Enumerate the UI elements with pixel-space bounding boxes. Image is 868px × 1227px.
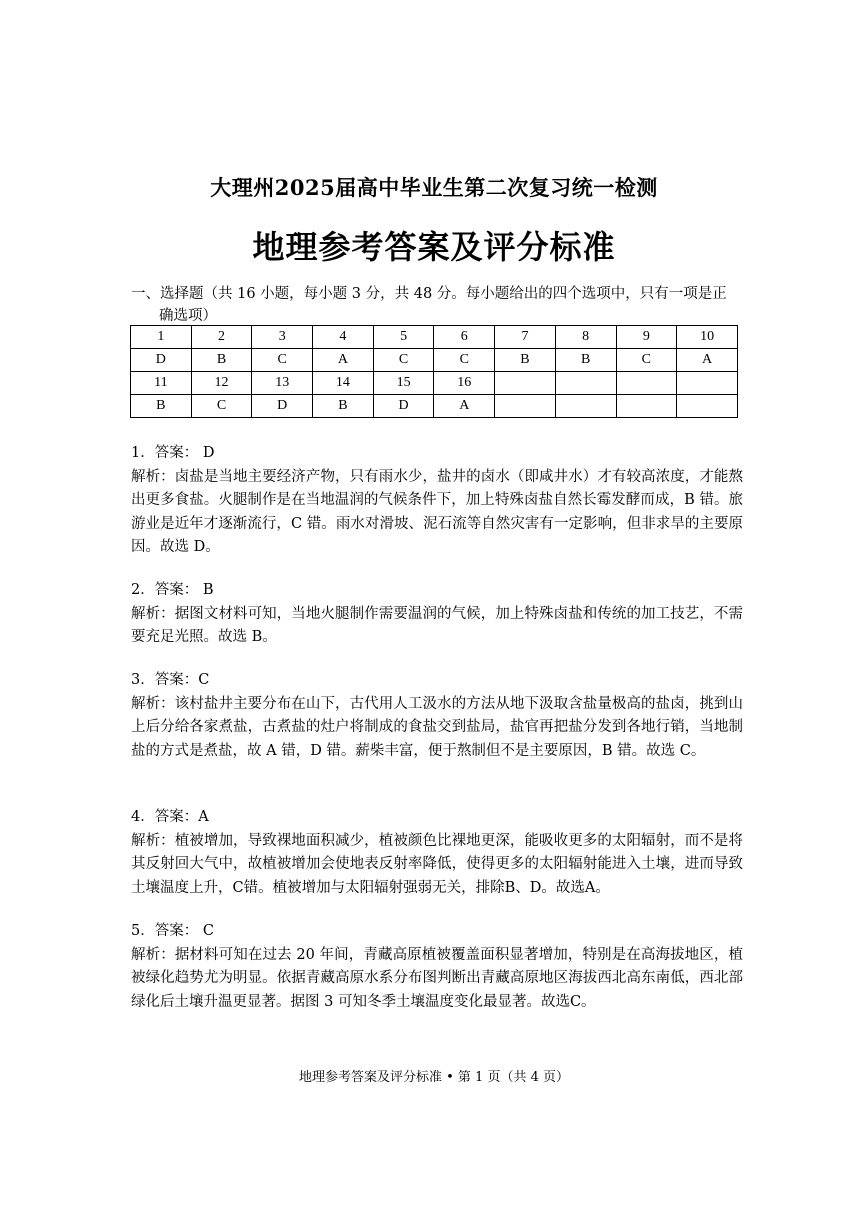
table-cell [555, 395, 616, 418]
table-cell: C [252, 349, 313, 372]
answer-line: 5．答案： C [131, 923, 214, 939]
answer-line: 3．答案：C [131, 672, 210, 688]
table-cell: 6 [434, 326, 495, 349]
table-cell: B [555, 349, 616, 372]
explanation-text: 解析：该村盐井主要分布在山下，古代用人工汲水的方法从地下汲取含盐量极高的盐卤，挑到山上后分给各家煮盐，古煮盐的灶户将制成的食盐交到盐局，盐官再把盐分发到各地行销，当地制盐的方式是煮盐，故 A 错，D 错。薪柴丰富，便于熬制但不是主要原因，B 错。故选 C。 [131, 695, 743, 759]
table-cell [677, 372, 738, 395]
section-heading-line2: 确选项） [159, 308, 217, 324]
table-cell: C [434, 349, 495, 372]
explanation-text: 解析：植被增加，导致裸地面积减少，植被颜色比裸地更深，能吸收更多的太阳辐射，而不是将其反射回大气中，故植被增加会使地表反射率降低，使得更多的太阳辐射能进入土壤，进而导致土壤温度上升，C错。植被增加与太阳辐射强弱无关，排除B、D。故选A。 [131, 832, 743, 896]
table-cell: 11 [131, 372, 192, 395]
table-cell: B [191, 349, 252, 372]
table-row [131, 326, 738, 349]
table-row [131, 372, 738, 395]
table-cell [495, 395, 556, 418]
table-cell: C [373, 349, 434, 372]
section-heading-line1: 一、选择题（共 16 小题，每小题 3 分，共 48 分。每小题给出的四个选项中，只有一项是正 [131, 286, 727, 302]
question-3 [131, 669, 743, 763]
table-cell: 8 [555, 326, 616, 349]
table-cell: D [373, 395, 434, 418]
explanation-text: 解析：据图文材料可知，当地火腿制作需要温润的气候，加上特殊卤盐和传统的加工技艺，不需要充足光照。故选 B。 [131, 605, 743, 645]
table-cell: 14 [313, 372, 374, 395]
table-cell: 5 [373, 326, 434, 349]
table-cell: 3 [252, 326, 313, 349]
explanation-text: 解析：卤盐是当地主要经济产物，只有雨水少，盐井的卤水（即咸井水）才有较高浓度，才能熬出更多食盐。火腿制作是在当地温润的气候条件下，加上特殊卤盐自然长霉发酵而成，B 错。旅游业是近年才逐渐流行，C 错。雨水对滑坡、泥石流等自然灾害有一定影响，但非求旱的主要原因。故选 D。 [131, 468, 743, 555]
question-5 [131, 920, 743, 1014]
table-cell: 1 [131, 326, 192, 349]
exam-subtitle: 大理州2025届高中毕业生第二次复习统一检测 [210, 175, 658, 200]
table-cell [495, 372, 556, 395]
question-2 [131, 579, 743, 650]
table-cell: 10 [677, 326, 738, 349]
answer-line: 1．答案： D [131, 445, 215, 461]
answer-line: 2．答案： B [131, 582, 214, 598]
table-cell [616, 372, 677, 395]
table-cell: C [616, 349, 677, 372]
table-cell: A [677, 349, 738, 372]
question-1 [131, 442, 743, 560]
table-cell: 4 [313, 326, 374, 349]
table-cell: B [131, 395, 192, 418]
table-cell [677, 395, 738, 418]
table-cell: 15 [373, 372, 434, 395]
table-cell: 9 [616, 326, 677, 349]
table-cell: B [313, 395, 374, 418]
table-cell: B [495, 349, 556, 372]
table-cell: A [313, 349, 374, 372]
page-footer: 地理参考答案及评分标准 • 第 1 页（共 4 页） [298, 1070, 569, 1085]
table-cell [555, 372, 616, 395]
table-cell: 7 [495, 326, 556, 349]
table-cell: 16 [434, 372, 495, 395]
table-cell: 13 [252, 372, 313, 395]
section-heading [131, 283, 743, 327]
table-cell: D [131, 349, 192, 372]
document-title: 地理参考答案及评分标准 [252, 228, 616, 266]
table-row [131, 349, 738, 372]
answer-line: 4．答案：A [131, 809, 209, 825]
explanation-text: 解析：据材料可知在过去 20 年间，青藏高原植被覆盖面积显著增加，特别是在高海拔地区，植被绿化趋势尤为明显。依据青藏高原水系分布图判断出青藏高原地区海拔西北高东南低，西北部绿化后土壤升温更显著。据图 3 可知冬季土壤温度变化最显著。故选C。 [131, 946, 743, 1010]
table-cell: C [191, 395, 252, 418]
table-cell: 12 [191, 372, 252, 395]
table-cell: D [252, 395, 313, 418]
answer-table [130, 325, 738, 418]
table-cell [616, 395, 677, 418]
question-4 [131, 806, 743, 900]
table-row [131, 395, 738, 418]
table-cell: 2 [191, 326, 252, 349]
table-cell: A [434, 395, 495, 418]
